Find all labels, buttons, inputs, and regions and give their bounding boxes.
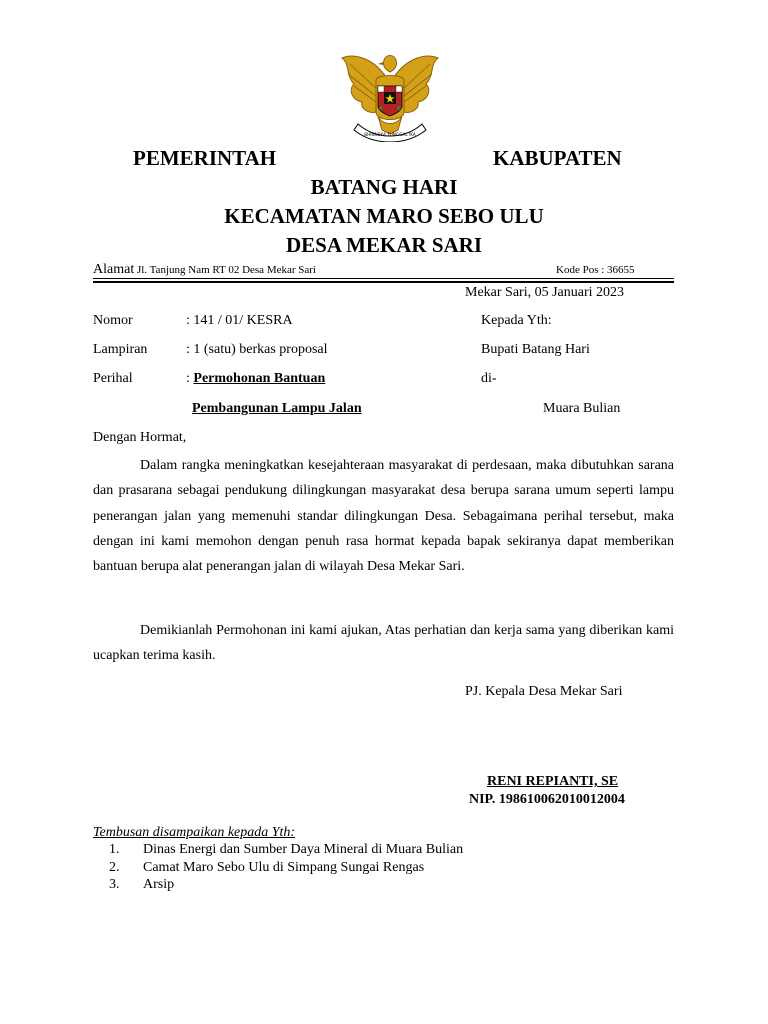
paragraph-2-text: Demikianlah Permohonan ini kami ajukan, Atas perhatian dan kerja sama yang diberikan kami ucapkan terima kasih.: [93, 623, 674, 664]
lampiran-label: Lampiran: [93, 342, 148, 357]
header-line2: BATANG HARI: [310, 175, 458, 199]
nomor-label: Nomor: [93, 313, 133, 328]
letter-date: Mekar Sari, 05 Januari 2023: [465, 285, 625, 300]
signature-title: PJ. Kepala Desa Mekar Sari: [465, 684, 623, 699]
cc-list: [109, 841, 463, 894]
perihal-value-line1: Permohonan Bantuan: [193, 371, 326, 386]
perihal-value: [186, 371, 325, 387]
header-line3: KECAMATAN MARO SEBO ULU: [224, 204, 544, 228]
recipient-line2: Bupati Batang Hari: [481, 342, 590, 357]
cc-item-number: 3.: [109, 877, 120, 892]
nomor-value: : 141 / 01/ KESRA: [186, 313, 293, 328]
postal-code: Kode Pos : 36655: [556, 264, 635, 276]
cc-heading: Tembusan disampaikan kepada Yth:: [93, 825, 296, 840]
perihal-value-line2: Pembangunan Lampu Jalan: [192, 401, 362, 416]
cc-item-number: 1.: [109, 842, 120, 857]
garuda-emblem-icon: [336, 50, 444, 142]
recipient-line1: Kepada Yth:: [481, 313, 552, 328]
salutation: Dengan Hormat,: [93, 430, 187, 445]
header-rule-thick: [93, 281, 674, 283]
cc-item-text: Dinas Energi dan Sumber Daya Mineral di Muara Bulian: [143, 842, 464, 857]
recipient-line4: Muara Bulian: [543, 401, 621, 416]
body-paragraph-2: [93, 618, 674, 669]
address-text: Jl. Tanjung Nam RT 02 Desa Mekar Sari: [136, 264, 316, 276]
address-label: Alamat: [93, 262, 135, 277]
header-line1-left: PEMERINTAH: [133, 146, 277, 170]
list-item: [109, 841, 463, 859]
cc-item-text: Arsip: [143, 877, 175, 892]
cc-item-number: 2.: [109, 859, 120, 875]
paragraph-1-text: Dalam rangka meningkatkan kesejahteraan masyarakat di perdesaan, maka dibutuhkan sarana dan prasarana sebagai pendukung dilingkungan masyarakat desa berupa sarana umum seperti lampu penerangan jalan yang memenuhi standar dilingkungan Desa. Sebagaimana perihal tersebut, maka dengan ini kami memohon dengan penuh rasa hormat kepada bapak sekiranya dapat memberikan bantuan berupa alat penerangan jalan di wilayah Desa Mekar Sari.: [93, 458, 674, 575]
signature-nip: NIP. 198610062010012004: [469, 792, 625, 807]
body-paragraph-1: [93, 453, 674, 579]
list-item: [109, 876, 463, 894]
cc-item-text: Camat Maro Sebo Ulu di Simpang Sungai Rengas: [143, 859, 425, 875]
address-line: [93, 262, 673, 278]
header-rule-thin: [93, 278, 674, 279]
emblem-motto: BHINNEKA TUNGGAL IKA: [364, 132, 416, 137]
lampiran-value: : 1 (satu) berkas proposal: [186, 342, 328, 357]
header-line4: DESA MEKAR SARI: [285, 233, 483, 257]
signature-name: RENI REPIANTI, SE: [487, 774, 619, 789]
list-item: [109, 859, 463, 877]
perihal-label: Perihal: [93, 371, 133, 386]
perihal-colon: :: [186, 371, 194, 386]
recipient-line3: di-: [481, 371, 497, 386]
header-line1-right: KABUPATEN: [493, 146, 622, 170]
